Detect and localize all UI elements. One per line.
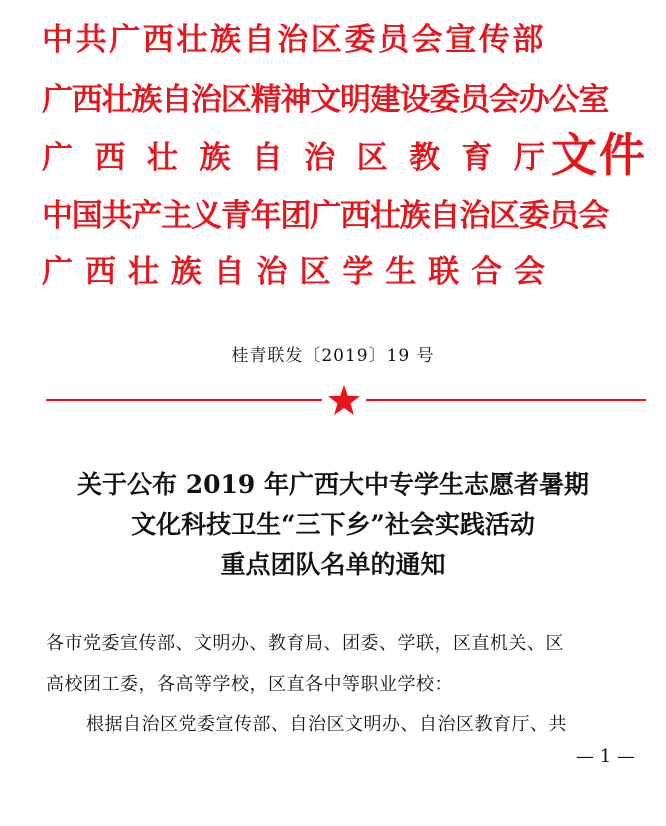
red-rule-left: [46, 399, 322, 401]
issuer-char: 合: [471, 254, 503, 290]
issuer-line-5-spread: [42, 250, 545, 294]
issuer-char: 广: [42, 254, 73, 290]
issuer-char: 族: [199, 140, 231, 176]
issuer-char: 广: [42, 140, 73, 176]
issuer-char: 区: [356, 140, 388, 176]
issuer-char: 教: [409, 140, 441, 176]
issuer-char: 自: [251, 140, 283, 176]
issuer-char: 育: [461, 140, 493, 176]
title-line-1: 关于公布 2019 年广西大中专学生志愿者暑期: [77, 470, 589, 499]
issuer-char: 联: [428, 254, 460, 290]
issuer-char: 治: [304, 140, 336, 176]
issuer-char: 生: [385, 254, 417, 290]
red-star-icon: [327, 383, 361, 417]
issuer-line-2: 广西壮族自治区精神文明建设委员会办公室: [42, 82, 609, 118]
issuer-char: 西: [84, 254, 116, 290]
document-number: 桂青联发〔2019〕19 号: [231, 346, 435, 366]
title-line-3: 重点团队名单的通知: [220, 550, 446, 579]
issuer-char: 壮: [127, 254, 159, 290]
paragraph-line-1: 根据自治区党委宣传部、自治区文明办、自治区教育厅、共: [86, 714, 567, 735]
issuer-char: 西: [94, 140, 126, 176]
issuer-char: 学: [342, 254, 374, 290]
issuer-line-3: [42, 136, 545, 180]
red-rule-right: [366, 399, 646, 401]
page-number: — 1 —: [576, 746, 635, 767]
doc-type-label: 文件: [551, 128, 647, 182]
recipients-line-2: 高校团工委，各高等学校，区直各中等职业学校：: [46, 674, 453, 695]
issuer-line-4: 中国共产主义青年团广西壮族自治区委员会: [42, 198, 609, 234]
issuer-char: 会: [513, 254, 545, 290]
issuer-line-3-spread: [42, 136, 545, 180]
issuer-char: 区: [299, 254, 331, 290]
title-line-2: 文化科技卫生“三下乡”社会实践活动: [131, 510, 535, 539]
issuer-char: 族: [170, 254, 202, 290]
issuer-char: 厅: [513, 140, 545, 176]
issuer-line-5: [42, 250, 545, 294]
issuer-char: 治: [256, 254, 288, 290]
recipients-line-1: 各市党委宣传部、文明办、教育局、团委、学联，区直机关、区: [46, 633, 564, 654]
issuer-line-1: 中共广西壮族自治区委员会宣传部: [42, 22, 546, 58]
issuer-char: 自: [213, 254, 245, 290]
issuer-char: 壮: [146, 140, 178, 176]
